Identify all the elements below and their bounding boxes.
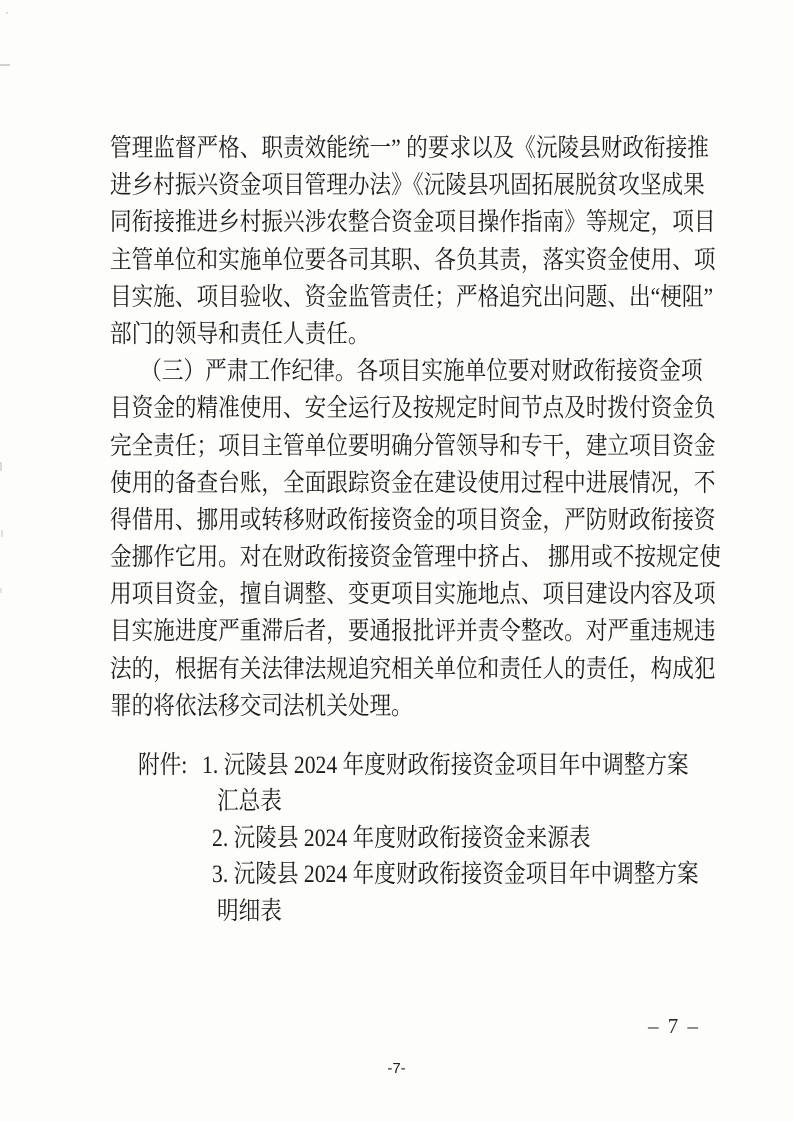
body-text-block (110, 130, 750, 725)
text-line: 金挪作它用。对在财政衔接资金管理中挤占、 挪用或不按规定使 (110, 544, 721, 572)
text-line: 完全责任；项目主管单位要明确分管领导和专干，建立项目资金 (110, 432, 716, 460)
text-line: 管理监督严格、职责效能统一” 的要求以及《沅陵县财政衔接推 (110, 135, 709, 162)
scan-artifact (0, 462, 2, 471)
text-line-paragraph-start: （三）严肃工作纪律。各项目实施单位要对财政衔接资金项 (140, 358, 703, 386)
text-line: 罪的将依法移交司法机关处理。 (110, 692, 413, 720)
text-line: 目实施进度严重滞后者，要通报批评并责令整改。对严重违规违 (110, 618, 716, 646)
scan-artifact (1, 530, 3, 537)
attachment-item-1: 1. 沅陵县 2024 年度财政衔接资金项目年中调整方案 (202, 752, 689, 779)
attachment-list (138, 748, 758, 930)
text-line: 使用的备查台账，全面跟踪资金在建设使用过程中进展情况，不 (110, 469, 716, 497)
scan-artifact (0, 64, 10, 66)
attachment-item-3: 3. 沅陵县 2024 年度财政衔接资金项目年中调整方案 (212, 861, 699, 889)
text-line: 进乡村振兴资金项目管理办法》《沅陵县巩固拓展脱贫攻坚成果 (110, 172, 705, 200)
text-line: 部门的领导和责任人责任。 (110, 320, 370, 348)
text-line: 同衔接推进乡村振兴涉农整合资金项目操作指南》等规定，项目 (110, 209, 716, 237)
scan-artifact (6, 12, 8, 14)
attachment-row (138, 748, 689, 784)
page-number-stamped: – 7 – (648, 1014, 700, 1038)
scan-artifact (0, 588, 2, 593)
text-line: 主管单位和实施单位要各司其职、各负其责，落实资金使用、项 (110, 246, 716, 274)
text-line: 目资金的精准使用、安全运行及按规定时间节点及时拨付资金负 (110, 395, 716, 423)
text-line: 目实施、项目验收、资金监管责任；严格追究出问题、出“梗阻” (110, 283, 714, 311)
attachment-item-2: 2. 沅陵县 2024 年度财政衔接资金来源表 (212, 824, 591, 852)
text-line: 用项目资金，擅自调整、变更项目实施地点、项目建设内容及项 (110, 581, 716, 609)
text-line: 法的，根据有关法律法规追究相关单位和责任人的责任，构成犯 (110, 655, 716, 683)
page-number-footer: -7- (387, 1060, 406, 1077)
attachment-label: 附件: (138, 752, 188, 779)
text-line: 得借用、挪用或转移财政衔接资金的项目资金，严防财政衔接资 (110, 506, 716, 534)
attachment-item-3-continuation: 明细表 (217, 897, 282, 925)
attachment-item-1-continuation: 汇总表 (217, 788, 282, 816)
